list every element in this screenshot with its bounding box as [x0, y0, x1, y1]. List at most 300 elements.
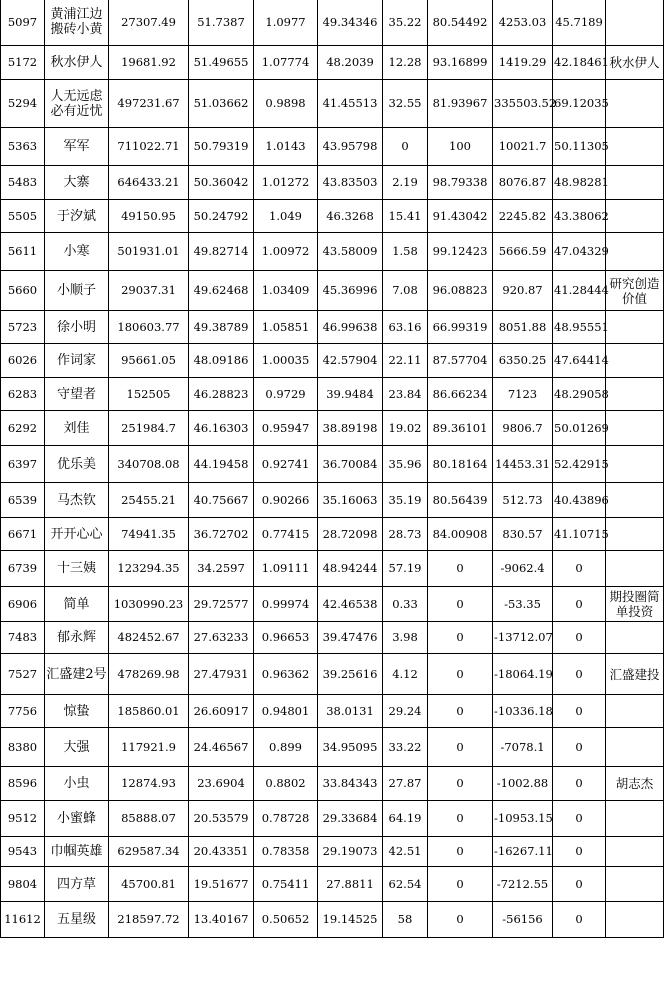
row-col5-cell: 63.16 [383, 311, 428, 344]
row-col1-cell: 497231.67 [109, 80, 189, 128]
row-col7-cell: 920.87 [493, 271, 553, 311]
table-row [1, 587, 664, 622]
row-col3-cell: 0.95947 [254, 411, 318, 446]
row-col5-cell: 64.19 [383, 801, 428, 837]
row-name-cell: 小虫 [45, 767, 109, 801]
row-col2-cell: 50.36042 [189, 166, 254, 200]
row-id-cell: 5505 [1, 200, 45, 233]
row-id-cell: 9804 [1, 867, 45, 902]
row-note-cell [606, 80, 664, 128]
row-name-cell: 守望者 [45, 378, 109, 411]
row-id-cell: 5172 [1, 46, 45, 80]
row-col7-cell: 1419.29 [493, 46, 553, 80]
row-col4-cell: 38.89198 [318, 411, 383, 446]
row-id-cell: 7756 [1, 695, 45, 728]
table-row [1, 837, 664, 867]
row-id-cell: 9543 [1, 837, 45, 867]
table-row [1, 902, 664, 938]
row-col5-cell: 57.19 [383, 551, 428, 587]
table-row [1, 801, 664, 837]
table-row [1, 233, 664, 271]
row-col6-cell: 80.18164 [428, 446, 493, 483]
row-col4-cell: 33.84343 [318, 767, 383, 801]
row-col6-cell: 98.79338 [428, 166, 493, 200]
row-col2-cell: 51.03662 [189, 80, 254, 128]
row-col6-cell: 84.00908 [428, 518, 493, 551]
row-col1-cell: 482452.67 [109, 622, 189, 654]
row-col5-cell: 4.12 [383, 654, 428, 695]
row-note-cell [606, 837, 664, 867]
row-name-cell: 五星级 [45, 902, 109, 938]
row-col6-cell: 66.99319 [428, 311, 493, 344]
row-col8-cell: 0 [553, 695, 606, 728]
row-col8-cell: 48.95551 [553, 311, 606, 344]
row-col2-cell: 19.51677 [189, 867, 254, 902]
row-col2-cell: 49.82714 [189, 233, 254, 271]
row-col5-cell: 3.98 [383, 622, 428, 654]
row-col2-cell: 40.75667 [189, 483, 254, 518]
row-note-cell [606, 200, 664, 233]
row-col1-cell: 218597.72 [109, 902, 189, 938]
row-col5-cell: 35.22 [383, 0, 428, 46]
table-row [1, 200, 664, 233]
row-col4-cell: 39.9484 [318, 378, 383, 411]
row-id-cell: 5660 [1, 271, 45, 311]
row-col7-cell: 512.73 [493, 483, 553, 518]
row-col8-cell: 52.42915 [553, 446, 606, 483]
row-name-cell: 小蜜蜂 [45, 801, 109, 837]
row-name-cell: 优乐美 [45, 446, 109, 483]
row-col7-cell: 6350.25 [493, 344, 553, 378]
row-col6-cell: 0 [428, 767, 493, 801]
row-col5-cell: 62.54 [383, 867, 428, 902]
row-name-cell: 马杰钦 [45, 483, 109, 518]
row-note-cell [606, 233, 664, 271]
row-id-cell: 6292 [1, 411, 45, 446]
row-name-cell: 十三姨 [45, 551, 109, 587]
row-col6-cell: 96.08823 [428, 271, 493, 311]
row-id-cell: 5363 [1, 128, 45, 166]
row-col2-cell: 20.43351 [189, 837, 254, 867]
row-col3-cell: 1.05851 [254, 311, 318, 344]
row-col1-cell: 152505 [109, 378, 189, 411]
row-col4-cell: 43.58009 [318, 233, 383, 271]
row-name-cell: 作词家 [45, 344, 109, 378]
row-col4-cell: 42.46538 [318, 587, 383, 622]
row-col2-cell: 24.46567 [189, 728, 254, 767]
row-name-cell: 惊蛰 [45, 695, 109, 728]
row-col8-cell: 0 [553, 801, 606, 837]
row-col4-cell: 48.2039 [318, 46, 383, 80]
row-col6-cell: 0 [428, 654, 493, 695]
table-row [1, 128, 664, 166]
row-col7-cell: -7078.1 [493, 728, 553, 767]
row-col6-cell: 80.56439 [428, 483, 493, 518]
row-col3-cell: 1.07774 [254, 46, 318, 80]
row-col5-cell: 58 [383, 902, 428, 938]
row-col3-cell: 1.01272 [254, 166, 318, 200]
row-note-cell [606, 551, 664, 587]
row-col3-cell: 0.899 [254, 728, 318, 767]
row-col3-cell: 1.049 [254, 200, 318, 233]
row-col1-cell: 123294.35 [109, 551, 189, 587]
row-note-cell [606, 411, 664, 446]
row-col6-cell: 80.54492 [428, 0, 493, 46]
row-col8-cell: 0 [553, 767, 606, 801]
row-col7-cell: -10953.15 [493, 801, 553, 837]
row-col8-cell: 0 [553, 551, 606, 587]
row-col8-cell: 40.43896 [553, 483, 606, 518]
row-note-cell [606, 622, 664, 654]
row-note-cell: 汇盛建投 [606, 654, 664, 695]
row-col8-cell: 0 [553, 837, 606, 867]
row-name-cell: 巾帼英雄 [45, 837, 109, 867]
row-id-cell: 6671 [1, 518, 45, 551]
row-col5-cell: 29.24 [383, 695, 428, 728]
row-col1-cell: 49150.95 [109, 200, 189, 233]
row-note-cell [606, 128, 664, 166]
row-col4-cell: 39.25616 [318, 654, 383, 695]
row-note-cell [606, 166, 664, 200]
row-id-cell: 6283 [1, 378, 45, 411]
row-col1-cell: 85888.07 [109, 801, 189, 837]
row-col3-cell: 0.77415 [254, 518, 318, 551]
row-col7-cell: -1002.88 [493, 767, 553, 801]
row-id-cell: 8596 [1, 767, 45, 801]
row-col3-cell: 0.99974 [254, 587, 318, 622]
row-col2-cell: 46.28823 [189, 378, 254, 411]
row-col3-cell: 0.96362 [254, 654, 318, 695]
table-row [1, 411, 664, 446]
row-name-cell: 秋水伊人 [45, 46, 109, 80]
row-col4-cell: 29.19073 [318, 837, 383, 867]
row-note-cell [606, 695, 664, 728]
row-note-cell [606, 311, 664, 344]
row-note-cell [606, 378, 664, 411]
row-col1-cell: 629587.34 [109, 837, 189, 867]
row-id-cell: 6397 [1, 446, 45, 483]
row-note-cell: 秋水伊人 [606, 46, 664, 80]
row-id-cell: 6026 [1, 344, 45, 378]
table-row [1, 654, 664, 695]
row-col3-cell: 0.90266 [254, 483, 318, 518]
row-note-cell [606, 801, 664, 837]
row-col8-cell: 43.38062 [553, 200, 606, 233]
row-col6-cell: 86.66234 [428, 378, 493, 411]
row-col7-cell: -56156 [493, 902, 553, 938]
table-row [1, 0, 664, 46]
row-col4-cell: 38.0131 [318, 695, 383, 728]
table-row [1, 551, 664, 587]
row-col2-cell: 13.40167 [189, 902, 254, 938]
row-col8-cell: 41.28444 [553, 271, 606, 311]
row-col7-cell: 7123 [493, 378, 553, 411]
row-col5-cell: 32.55 [383, 80, 428, 128]
row-col2-cell: 20.53579 [189, 801, 254, 837]
row-col6-cell: 0 [428, 867, 493, 902]
row-id-cell: 7483 [1, 622, 45, 654]
row-col1-cell: 646433.21 [109, 166, 189, 200]
row-col2-cell: 46.16303 [189, 411, 254, 446]
row-col7-cell: -16267.11 [493, 837, 553, 867]
row-col8-cell: 45.7189 [553, 0, 606, 46]
row-col6-cell: 0 [428, 551, 493, 587]
row-col5-cell: 42.51 [383, 837, 428, 867]
row-col1-cell: 501931.01 [109, 233, 189, 271]
row-col6-cell: 0 [428, 695, 493, 728]
row-col5-cell: 1.58 [383, 233, 428, 271]
row-col7-cell: 10021.7 [493, 128, 553, 166]
row-col1-cell: 29037.31 [109, 271, 189, 311]
row-name-cell: 小寒 [45, 233, 109, 271]
row-col6-cell: 0 [428, 837, 493, 867]
row-col7-cell: 8051.88 [493, 311, 553, 344]
table-row [1, 378, 664, 411]
row-col7-cell: -18064.19 [493, 654, 553, 695]
row-id-cell: 5723 [1, 311, 45, 344]
row-col2-cell: 49.38789 [189, 311, 254, 344]
row-col1-cell: 251984.7 [109, 411, 189, 446]
table-row [1, 518, 664, 551]
row-col2-cell: 50.79319 [189, 128, 254, 166]
row-col1-cell: 19681.92 [109, 46, 189, 80]
row-col2-cell: 48.09186 [189, 344, 254, 378]
row-col2-cell: 27.63233 [189, 622, 254, 654]
row-name-cell: 徐小明 [45, 311, 109, 344]
row-col4-cell: 43.95798 [318, 128, 383, 166]
row-name-cell: 开开心心 [45, 518, 109, 551]
row-col2-cell: 29.72577 [189, 587, 254, 622]
row-col6-cell: 0 [428, 622, 493, 654]
row-col7-cell: -9062.4 [493, 551, 553, 587]
row-col3-cell: 0.50652 [254, 902, 318, 938]
row-col2-cell: 26.60917 [189, 695, 254, 728]
row-col4-cell: 39.47476 [318, 622, 383, 654]
row-col5-cell: 35.96 [383, 446, 428, 483]
row-col1-cell: 340708.08 [109, 446, 189, 483]
row-col7-cell: 335503.52 [493, 80, 553, 128]
table-row [1, 695, 664, 728]
row-col4-cell: 34.95095 [318, 728, 383, 767]
row-col5-cell: 15.41 [383, 200, 428, 233]
row-col8-cell: 50.01269 [553, 411, 606, 446]
table-row [1, 622, 664, 654]
row-col1-cell: 117921.9 [109, 728, 189, 767]
row-col7-cell: 4253.03 [493, 0, 553, 46]
row-col5-cell: 33.22 [383, 728, 428, 767]
table-row [1, 446, 664, 483]
row-col6-cell: 0 [428, 902, 493, 938]
row-id-cell: 5483 [1, 166, 45, 200]
row-name-cell: 四方草 [45, 867, 109, 902]
row-col5-cell: 27.87 [383, 767, 428, 801]
row-name-cell: 黄浦江边搬砖小黄 [45, 0, 109, 46]
row-col1-cell: 95661.05 [109, 344, 189, 378]
row-col3-cell: 0.92741 [254, 446, 318, 483]
row-id-cell: 9512 [1, 801, 45, 837]
row-col3-cell: 0.9729 [254, 378, 318, 411]
row-id-cell: 8380 [1, 728, 45, 767]
row-note-cell [606, 344, 664, 378]
row-col6-cell: 91.43042 [428, 200, 493, 233]
row-note-cell [606, 446, 664, 483]
table-row [1, 483, 664, 518]
row-col1-cell: 1030990.23 [109, 587, 189, 622]
row-note-cell [606, 867, 664, 902]
row-col5-cell: 0 [383, 128, 428, 166]
row-col6-cell: 81.93967 [428, 80, 493, 128]
row-col6-cell: 93.16899 [428, 46, 493, 80]
row-col6-cell: 99.12423 [428, 233, 493, 271]
row-col4-cell: 48.94244 [318, 551, 383, 587]
row-col8-cell: 50.11305 [553, 128, 606, 166]
row-col8-cell: 41.10715 [553, 518, 606, 551]
row-col7-cell: -7212.55 [493, 867, 553, 902]
table-row [1, 80, 664, 128]
row-col8-cell: 48.29058 [553, 378, 606, 411]
row-col2-cell: 50.24792 [189, 200, 254, 233]
row-col7-cell: 8076.87 [493, 166, 553, 200]
row-col4-cell: 36.70084 [318, 446, 383, 483]
row-note-cell: 胡志杰 [606, 767, 664, 801]
row-col4-cell: 29.33684 [318, 801, 383, 837]
row-name-cell: 汇盛建2号 [45, 654, 109, 695]
row-col5-cell: 35.19 [383, 483, 428, 518]
row-id-cell: 7527 [1, 654, 45, 695]
row-name-cell: 刘佳 [45, 411, 109, 446]
row-col2-cell: 51.7387 [189, 0, 254, 46]
row-col2-cell: 51.49655 [189, 46, 254, 80]
row-col2-cell: 49.62468 [189, 271, 254, 311]
row-id-cell: 6539 [1, 483, 45, 518]
row-col1-cell: 25455.21 [109, 483, 189, 518]
row-id-cell: 6906 [1, 587, 45, 622]
row-name-cell: 军军 [45, 128, 109, 166]
row-name-cell: 简单 [45, 587, 109, 622]
row-col1-cell: 185860.01 [109, 695, 189, 728]
row-col3-cell: 1.00972 [254, 233, 318, 271]
row-col8-cell: 0 [553, 587, 606, 622]
row-col5-cell: 0.33 [383, 587, 428, 622]
row-col8-cell: 0 [553, 867, 606, 902]
row-id-cell: 5611 [1, 233, 45, 271]
row-col7-cell: -10336.18 [493, 695, 553, 728]
row-name-cell: 小顺子 [45, 271, 109, 311]
row-col2-cell: 34.2597 [189, 551, 254, 587]
row-col3-cell: 0.96653 [254, 622, 318, 654]
table-row [1, 166, 664, 200]
row-col4-cell: 43.83503 [318, 166, 383, 200]
row-col8-cell: 0 [553, 902, 606, 938]
row-col7-cell: 5666.59 [493, 233, 553, 271]
row-col5-cell: 7.08 [383, 271, 428, 311]
row-col3-cell: 1.0143 [254, 128, 318, 166]
row-col7-cell: 14453.31 [493, 446, 553, 483]
table-row [1, 271, 664, 311]
row-col7-cell: -53.35 [493, 587, 553, 622]
row-id-cell: 11612 [1, 902, 45, 938]
row-col3-cell: 0.9898 [254, 80, 318, 128]
row-col3-cell: 1.09111 [254, 551, 318, 587]
row-col5-cell: 2.19 [383, 166, 428, 200]
row-col6-cell: 0 [428, 801, 493, 837]
row-note-cell [606, 518, 664, 551]
row-col8-cell: 0 [553, 622, 606, 654]
row-col7-cell: 9806.7 [493, 411, 553, 446]
row-col4-cell: 49.34346 [318, 0, 383, 46]
table-row [1, 344, 664, 378]
row-col3-cell: 1.00035 [254, 344, 318, 378]
row-col2-cell: 27.47931 [189, 654, 254, 695]
row-col2-cell: 44.19458 [189, 446, 254, 483]
row-col8-cell: 0 [553, 728, 606, 767]
row-note-cell: 研究创造价值 [606, 271, 664, 311]
row-col6-cell: 0 [428, 728, 493, 767]
row-col1-cell: 711022.71 [109, 128, 189, 166]
row-col5-cell: 28.73 [383, 518, 428, 551]
row-id-cell: 5294 [1, 80, 45, 128]
table-row [1, 728, 664, 767]
row-col6-cell: 100 [428, 128, 493, 166]
row-col4-cell: 19.14525 [318, 902, 383, 938]
row-col1-cell: 74941.35 [109, 518, 189, 551]
row-col7-cell: -13712.07 [493, 622, 553, 654]
row-note-cell [606, 483, 664, 518]
row-col8-cell: 47.64414 [553, 344, 606, 378]
row-col4-cell: 35.16063 [318, 483, 383, 518]
row-col5-cell: 19.02 [383, 411, 428, 446]
row-col3-cell: 0.8802 [254, 767, 318, 801]
row-col7-cell: 830.57 [493, 518, 553, 551]
row-name-cell: 郁永辉 [45, 622, 109, 654]
row-note-cell [606, 728, 664, 767]
row-note-cell: 期投圈简单投资 [606, 587, 664, 622]
row-col1-cell: 45700.81 [109, 867, 189, 902]
row-col3-cell: 0.94801 [254, 695, 318, 728]
table-body [1, 0, 664, 938]
row-col8-cell: 69.12035 [553, 80, 606, 128]
row-col3-cell: 0.78358 [254, 837, 318, 867]
row-col8-cell: 0 [553, 654, 606, 695]
table-row [1, 46, 664, 80]
row-col6-cell: 0 [428, 587, 493, 622]
row-col6-cell: 87.57704 [428, 344, 493, 378]
row-col3-cell: 0.75411 [254, 867, 318, 902]
table-row [1, 867, 664, 902]
row-name-cell: 大寨 [45, 166, 109, 200]
row-col2-cell: 36.72702 [189, 518, 254, 551]
row-col3-cell: 1.0977 [254, 0, 318, 46]
row-col4-cell: 41.45513 [318, 80, 383, 128]
row-col5-cell: 23.84 [383, 378, 428, 411]
row-col3-cell: 1.03409 [254, 271, 318, 311]
row-col3-cell: 0.78728 [254, 801, 318, 837]
row-col8-cell: 48.98281 [553, 166, 606, 200]
row-col2-cell: 23.6904 [189, 767, 254, 801]
row-col4-cell: 46.99638 [318, 311, 383, 344]
table-row [1, 767, 664, 801]
row-name-cell: 人无远虑必有近忧 [45, 80, 109, 128]
row-col7-cell: 2245.82 [493, 200, 553, 233]
row-col1-cell: 27307.49 [109, 0, 189, 46]
row-col4-cell: 46.3268 [318, 200, 383, 233]
row-note-cell [606, 902, 664, 938]
row-col8-cell: 42.18461 [553, 46, 606, 80]
row-col4-cell: 27.8811 [318, 867, 383, 902]
row-col1-cell: 478269.98 [109, 654, 189, 695]
row-col6-cell: 89.36101 [428, 411, 493, 446]
row-col1-cell: 12874.93 [109, 767, 189, 801]
